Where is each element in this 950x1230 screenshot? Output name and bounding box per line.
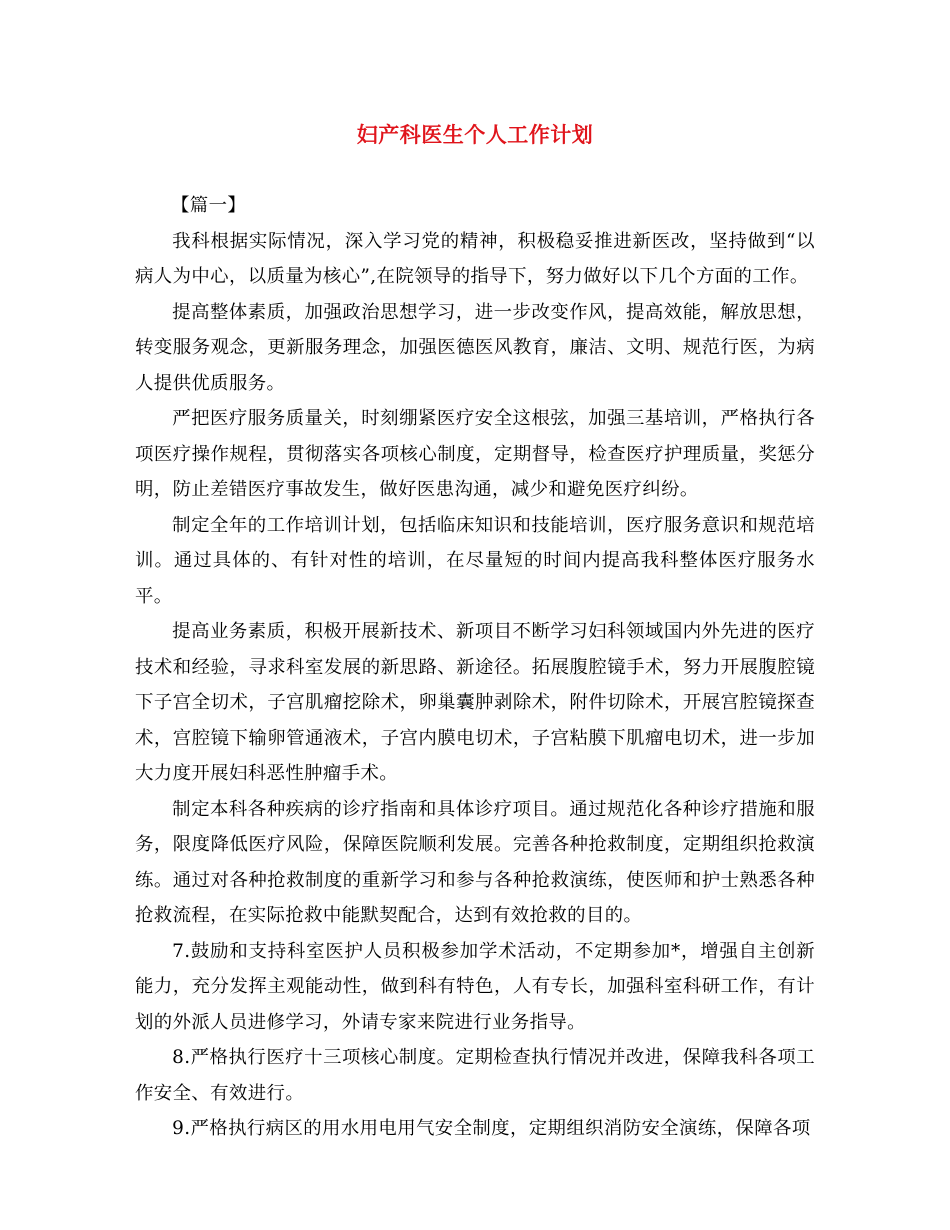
paragraph-2: 提高整体素质，加强政治思想学习，进一步改变作风，提高效能，解放思想，转变服务观念，更新服务理念，加强医德医风教育，廉洁、文明、规范行医，为病人提供优质服务。: [135, 301, 815, 394]
section-heading: 【篇一】: [171, 195, 247, 216]
paragraph-3: 严把医疗服务质量关，时刻绷紧医疗安全这根弦，加强三基培训，严格执行各项医疗操作规程，贯彻落实各项核心制度，定期督导，检查医疗护理质量，奖惩分明，防止差错医疗事故发生，做好医患沟通，减少和避免医疗纠纷。: [135, 408, 815, 500]
document-body: [135, 188, 815, 1147]
paragraph-9: 9.严格执行病区的用水用电用气安全制度，定期组织消防安全演练，保障各项: [172, 1118, 811, 1139]
paragraph-1: 我科根据实际情况，深入学习党的精神，积极稳妥推进新医改，坚持做到“以病人为中心，以质量为核心”,在院领导的指导下，努力做好以下几个方面的工作。: [135, 230, 815, 287]
paragraph-8: 8.严格执行医疗十三项核心制度。定期检查执行情况并改进，保障我科各项工作安全、有效进行。: [135, 1047, 815, 1104]
document-title: 妇产科医生个人工作计划: [356, 123, 594, 147]
paragraph-5: 提高业务素质，积极开展新技术、新项目不断学习妇科领域国内外先进的医疗技术和经验，寻求科室发展的新思路、新途径。拓展腹腔镜手术，努力开展腹腔镜下子宫全切术，子宫肌瘤挖除术，卵巢囊肿剥除术，附件切除术，开展宫腔镜探查术，宫腔镜下输卵管通液术，子宫内膜电切术，子宫粘膜下肌瘤电切术，进一步加大力度开展妇科恶性肿瘤手术。: [135, 621, 815, 784]
paragraph-4: 制定全年的工作培训计划，包括临床知识和技能培训，医疗服务意识和规范培训。通过具体的、有针对性的培训，在尽量短的时间内提高我科整体医疗服务水平。: [135, 514, 815, 607]
paragraph-7: 7.鼓励和支持科室医护人员积极参加学术活动，不定期参加*，增强自主创新能力，充分发挥主观能动性，做到科有特色，人有专长，加强科室科研工作，有计划的外派人员进修学习，外请专家来院进行业务指导。: [135, 940, 815, 1033]
paragraph-6: 制定本科各种疾病的诊疗指南和具体诊疗项目。通过规范化各种诊疗措施和服务，限度降低医疗风险，保障医院顺利发展。完善各种抢救制度，定期组织抢救演练。通过对各种抢救制度的重新学习和参与各种抢救演练，使医师和护士熟悉各种抢救流程，在实际抢救中能默契配合，达到有效抢救的目的。: [135, 798, 815, 926]
